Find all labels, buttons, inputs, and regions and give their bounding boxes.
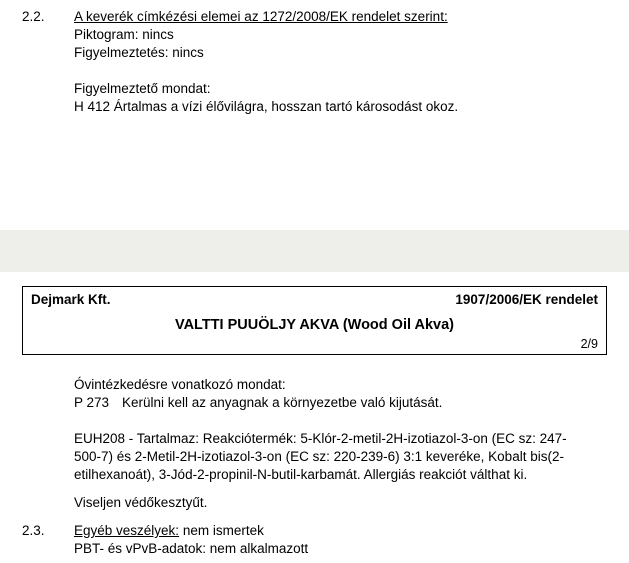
precaution-statement: [74, 394, 607, 412]
top-page-fragment: [0, 0, 629, 230]
euh-line-2: 500-7) és 2-Metil-2H-izotiazol-3-on (EC sz: 220-239-6) 3:1 keveréke, Kobalt bis(2-: [74, 449, 564, 464]
precaution-text: Kerülni kell az anyagnak a környezetbe való kijutását.: [122, 395, 443, 410]
document-header-box: [22, 286, 607, 355]
hazard-statement-heading: Figyelmeztető mondat:: [74, 81, 211, 96]
header-top-row: [31, 292, 598, 307]
section-2-2-content: [74, 8, 458, 116]
page-number: 2/9: [580, 337, 598, 351]
section-2-2-heading: A keverék címkézési elemei az 1272/2008/EK rendelet szerint:: [74, 9, 448, 24]
pbt-line: PBT- és vPvB-adatok: nem alkalmazott: [74, 541, 309, 556]
section-2-3-heading-rest: nem ismertek: [179, 523, 264, 538]
section-2-3-heading-row: [74, 522, 308, 540]
warning-line: Figyelmeztetés: nincs: [74, 45, 204, 60]
bottom-page-fragment: [0, 272, 629, 563]
precaution-code: P 273: [74, 395, 110, 410]
section-2-3-content: [74, 522, 308, 558]
gloves-block: [74, 494, 607, 512]
product-title: VALTTI PUUÖLJY AKVA (Wood Oil Akva): [174, 317, 454, 333]
section-2-2-number: 2.2.: [22, 9, 45, 24]
pictogram-line: Piktogram: nincs: [74, 27, 174, 42]
page-separator-band: [0, 230, 629, 272]
regulation-reference: 1907/2006/EK rendelet: [455, 292, 598, 307]
precaution-heading: Óvintézkedésre vonatkozó mondat:: [74, 377, 286, 392]
precautionary-block: [74, 376, 607, 412]
spacer: [74, 62, 458, 80]
section-2-3-number: 2.3.: [22, 523, 45, 538]
section-2-3: [22, 522, 607, 558]
hazard-statement-text: H 412 Ártalmas a vízi élővilágra, hosszan tartó károsodást okoz.: [74, 99, 459, 114]
gloves-text: Viseljen védőkesztyűt.: [74, 495, 208, 510]
euh-line-3: etilhexanoát), 3-Jód-2-propinil-N-butil-karbamát. Allergiás reakciót válthat ki.: [74, 467, 528, 482]
section-2-3-heading: Egyéb veszélyek:: [74, 523, 180, 538]
euh-line-1: EUH208 - Tartalmaz: Reakciótermék: 5-Klór-2-metil-2H-izotiazol-3-on (EC sz: 247-: [74, 431, 567, 446]
company-name: Dejmark Kft.: [31, 292, 111, 307]
euh-block: [74, 430, 607, 484]
section-2-2: [22, 8, 607, 116]
